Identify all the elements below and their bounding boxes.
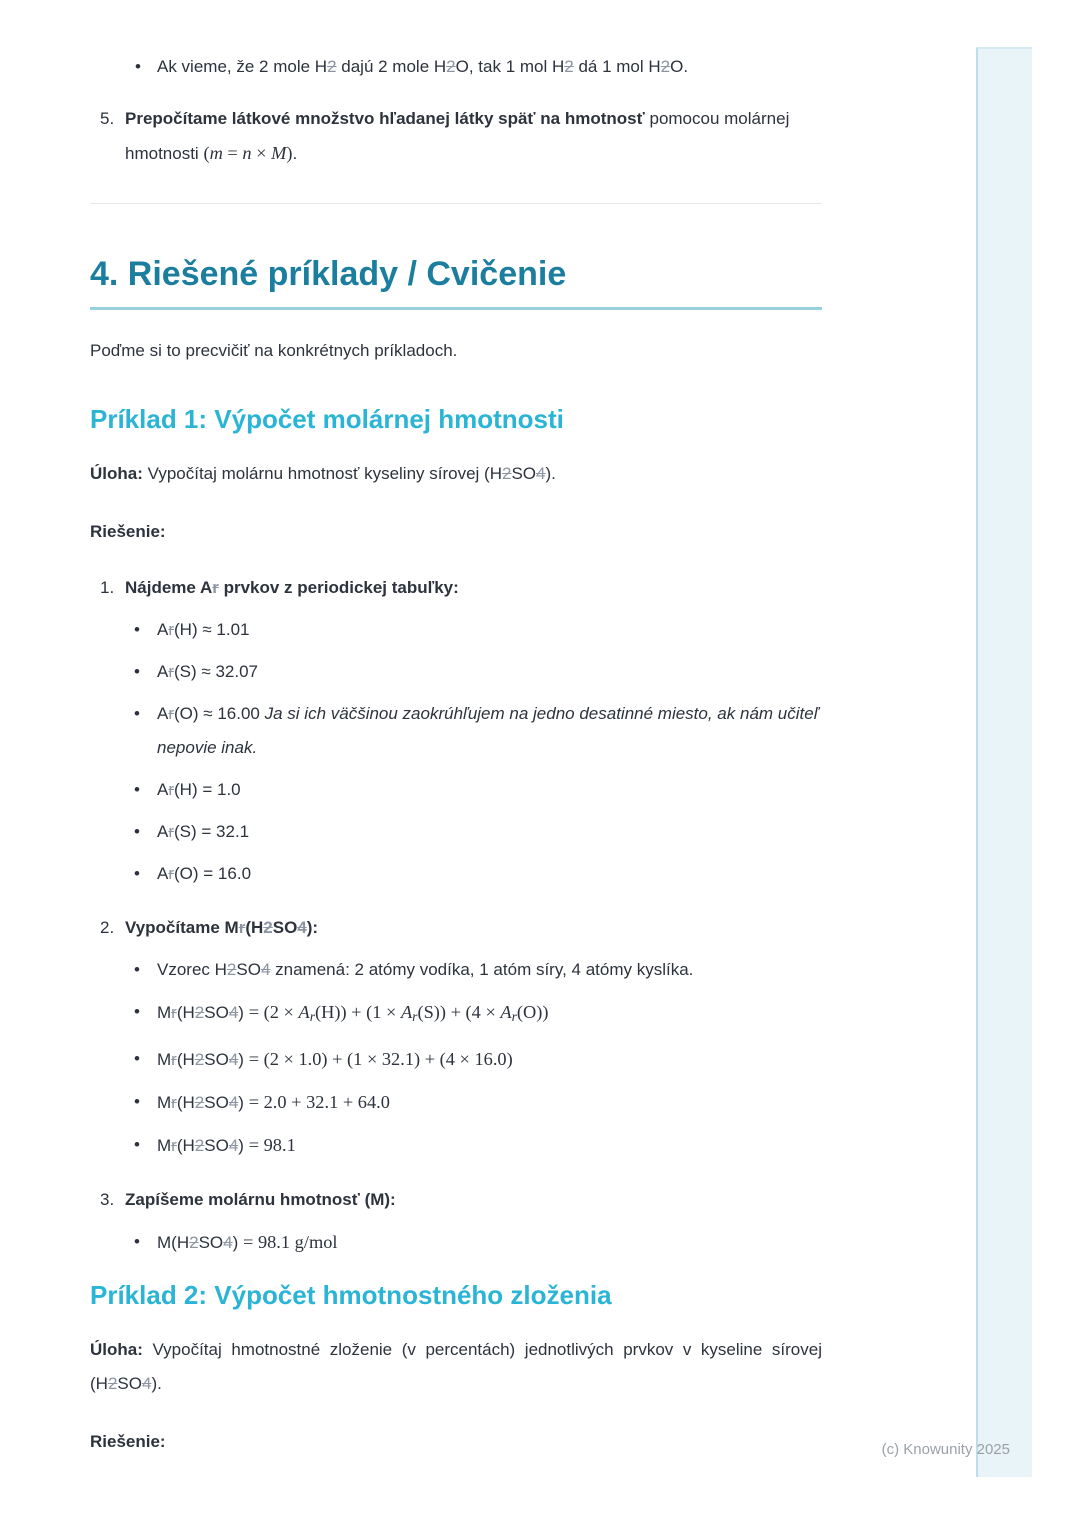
example1-heading: Príklad 1: Výpočet molárnej hmotnosti xyxy=(90,403,564,434)
numbered-step-2 xyxy=(90,911,822,1171)
step-bullet-list xyxy=(125,613,822,891)
list-item: • Mr(H2SO4) = 2.0 + 32.1 + 64.0 xyxy=(125,1085,822,1120)
step-title: Zapíšeme molárnu hmotnosť (M): xyxy=(125,1189,396,1209)
example1-steps xyxy=(90,571,822,1268)
list-item: • Ar(S) ≈ 32.07 xyxy=(125,655,822,689)
list-item: • Ar(H) ≈ 1.01 xyxy=(125,613,822,647)
example2-solution-label: Riešenie: xyxy=(90,1432,166,1452)
step-number: 2. xyxy=(100,917,115,937)
list-item: • Ak vieme, že 2 mole H2 dajú 2 mole H2O, tak 1 mol H2 dá 1 mol H2O. xyxy=(90,50,822,84)
step-bullet-list xyxy=(125,953,822,1163)
list-item: • Vzorec H2SO4 znamená: 2 atómy vodíka, 1 atóm síry, 4 atómy kyslíka. xyxy=(125,953,822,987)
step-title: Vypočítame Mr(H2SO4): xyxy=(125,917,319,937)
section-heading: 4. Riešené príklady / Cvičenie xyxy=(90,254,822,310)
divider xyxy=(90,203,822,204)
step-body xyxy=(125,911,822,1171)
step-number: 1. xyxy=(100,577,115,597)
list-item: • Mr(H2SO4) = 98.1 xyxy=(125,1128,822,1163)
list-item: • Ar(O) ≈ 16.00 Ja si ich väčšinou zaokrúhľujem na jedno desatinné miesto, ak nám učiteľ nepovie inak. xyxy=(125,697,822,765)
list-item: • Mr(H2SO4) = (2 × Ar(H)) + (1 × Ar(S)) + (4 × Ar(O)) xyxy=(125,995,822,1034)
step-body xyxy=(125,571,822,899)
list-item: • Ar(H) = 1.0 xyxy=(125,773,822,807)
document-page xyxy=(90,0,822,1459)
step-title: Nájdeme Ar prvkov z periodickej tabuľky: xyxy=(125,577,459,597)
list-item: • Ar(S) = 32.1 xyxy=(125,815,822,849)
footer-credit: (c) Knowunity 2025 xyxy=(881,1441,1010,1458)
example1-solution-label: Riešenie: xyxy=(90,521,166,541)
step-number: 5. xyxy=(100,109,115,128)
numbered-step-3 xyxy=(90,1183,822,1268)
example2-heading: Príklad 2: Výpočet hmotnostného zloženia xyxy=(90,1279,612,1310)
example1-task: Úloha: Vypočítaj molárnu hmotnosť kyseliny sírovej (H2SO4). xyxy=(90,463,556,483)
example2-task: Úloha: Vypočítaj hmotnostné zloženie (v percentách) jednotlivých prvkov v kyseline sírovej (H2SO4). xyxy=(90,1340,822,1394)
list-item: • Mr(H2SO4) = (2 × 1.0) + (1 × 32.1) + (4 × 16.0) xyxy=(125,1042,822,1077)
step-bullet-list xyxy=(125,1225,822,1260)
page-edge-strip xyxy=(976,47,1032,1477)
step-body xyxy=(125,1183,822,1268)
list-item: • Ar(O) = 16.0 xyxy=(125,857,822,891)
numbered-step-1 xyxy=(90,571,822,899)
intro-paragraph: Poďme si to precvičiť na konkrétnych príkladoch. xyxy=(90,340,458,360)
numbered-step-5 xyxy=(90,102,822,171)
intro-bullet-list xyxy=(90,50,822,84)
list-item: • M(H2SO4) = 98.1 g/mol xyxy=(125,1225,822,1260)
step-text: Prepočítame látkové množstvo hľadanej látky späť na hmotnosť pomocou molárnej hmotnosti (m = n × M). xyxy=(125,109,790,163)
step-number: 3. xyxy=(100,1189,115,1209)
